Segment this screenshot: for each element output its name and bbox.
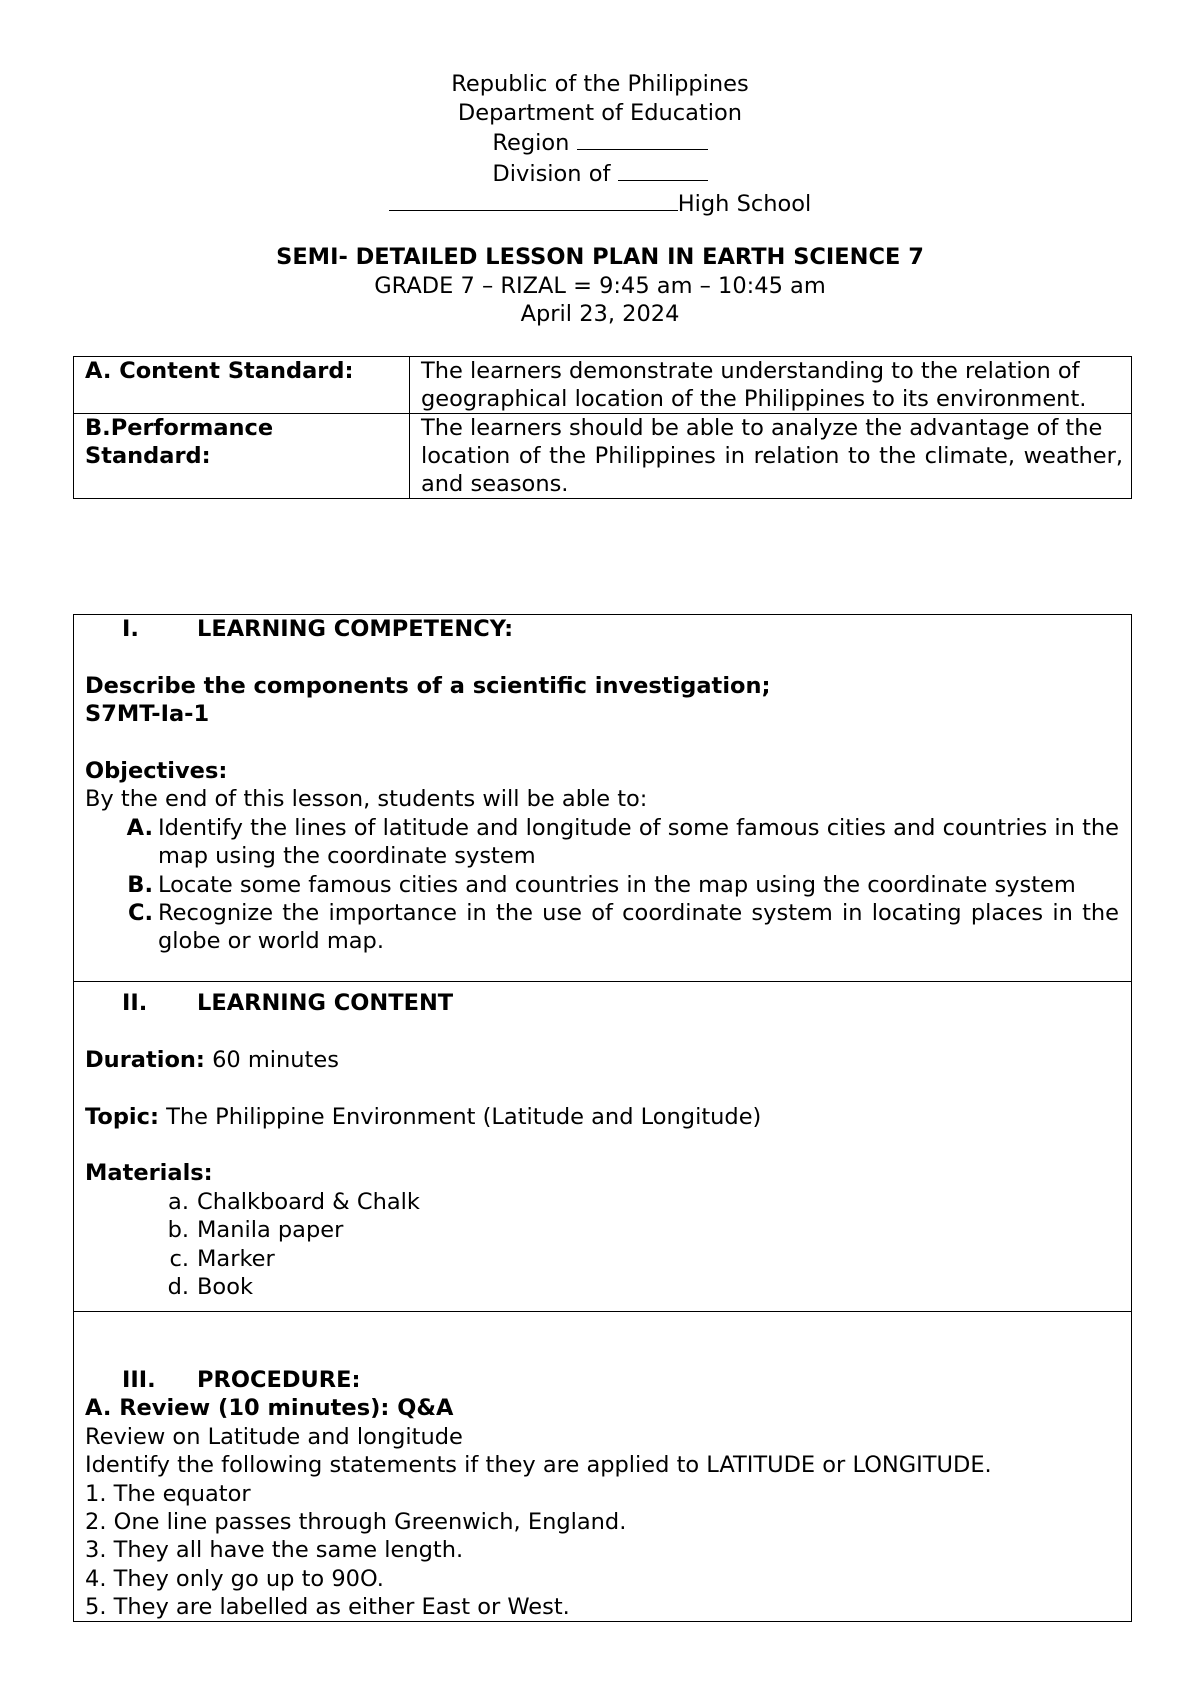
- school-suffix: High School: [677, 191, 812, 217]
- division-blank: [618, 158, 708, 181]
- content-standard-label: A. Content Standard:: [74, 357, 410, 414]
- region-label: Region: [492, 130, 570, 156]
- document-header: [0, 70, 1200, 219]
- material-text: Marker: [197, 1245, 275, 1272]
- competency-code: S7MT-Ia-1: [85, 701, 210, 728]
- material-item: [85, 1273, 1119, 1301]
- school-line: [0, 188, 1200, 219]
- country-line: Republic of the Philippines: [451, 71, 749, 97]
- material-letter: c.: [169, 1245, 189, 1272]
- objective-letter: A.: [126, 814, 153, 841]
- lesson-date: April 23, 2024: [520, 301, 680, 327]
- review-item: 4. They only go up to 90O.: [85, 1565, 384, 1592]
- objectives-intro: By the end of this lesson, students will be able to:: [85, 786, 648, 813]
- performance-label-line2: Standard:: [85, 443, 211, 469]
- topic-label: Topic:: [85, 1103, 159, 1130]
- class-schedule: GRADE 7 – RIZAL = 9:45 am – 10:45 am: [374, 272, 826, 299]
- lesson-title: SEMI- DETAILED LESSON PLAN IN EARTH SCIENCE 7: [276, 244, 924, 270]
- objective-item: [85, 814, 1119, 871]
- objective-letter: C.: [127, 900, 153, 927]
- material-text: Chalkboard & Chalk: [197, 1188, 420, 1215]
- objective-item: [85, 871, 1119, 899]
- content-standard-row: [74, 357, 1132, 414]
- topic-value: The Philippine Environment (Latitude and Longitude): [158, 1103, 762, 1130]
- materials-label: Materials:: [85, 1160, 213, 1187]
- content-standard-text: [410, 357, 1132, 414]
- section-title: PROCEDURE:: [197, 1367, 361, 1393]
- competency-description: Describe the components of a scientific investigation;: [85, 672, 771, 699]
- objective-letter: B.: [127, 871, 153, 898]
- region-line: [0, 127, 1200, 158]
- content-standard-line2: geographical location of the Philippines to its environment.: [421, 386, 1087, 412]
- material-item: [85, 1188, 1119, 1216]
- section-number: I.: [122, 616, 139, 642]
- objective-item: [85, 899, 1119, 956]
- section-number: II.: [122, 990, 148, 1016]
- review-line: Review on Latitude and longitude: [85, 1423, 463, 1450]
- lesson-title-block: [0, 243, 1200, 329]
- learning-competency-section: [73, 614, 1132, 982]
- review-item: 2. One line passes through Greenwich, England.: [85, 1509, 627, 1536]
- review-item: 3. They all have the same length.: [85, 1537, 464, 1564]
- objective-text: Recognize the importance in the use of coordinate system in locating places in the globe or world map.: [158, 900, 1119, 955]
- material-text: Book: [197, 1274, 253, 1301]
- standards-table: [73, 356, 1132, 499]
- learning-content-section: [73, 981, 1132, 1312]
- department-line: Department of Education: [457, 99, 743, 126]
- section-title: LEARNING COMPETENCY:: [197, 616, 514, 642]
- section-heading: [85, 1366, 1119, 1394]
- performance-standard-label: [74, 414, 410, 499]
- material-letter: d.: [167, 1274, 189, 1301]
- objective-text: Identify the lines of latitude and longitude of some famous cities and countries in the map using the coordinate system: [158, 814, 1119, 870]
- performance-standard-row: [74, 414, 1132, 499]
- school-blank: [389, 188, 678, 211]
- material-letter: a.: [168, 1188, 189, 1215]
- division-label: Division of: [492, 160, 611, 187]
- material-letter: b.: [167, 1217, 189, 1244]
- performance-standard-line2: location of the Philippines in relation to the climate, weather, and seasons.: [421, 443, 1123, 497]
- review-instruction: Identify the following statements if they are applied to LATITUDE or LONGITUDE.: [85, 1452, 992, 1479]
- performance-label-line1: B.Performance: [85, 415, 274, 441]
- procedure-section: [73, 1311, 1132, 1622]
- duration-value: 60 minutes: [204, 1046, 339, 1073]
- review-item: 1. The equator: [85, 1480, 251, 1507]
- content-standard-line1: The learners demonstrate understanding to the relation of: [421, 358, 1080, 384]
- section-heading: [85, 615, 1119, 643]
- material-item: [85, 1245, 1119, 1273]
- division-line: [0, 158, 1200, 189]
- section-number: III.: [122, 1367, 156, 1393]
- topic-line: [85, 1103, 1119, 1131]
- performance-standard-text: [410, 414, 1132, 499]
- objective-text: Locate some famous cities and countries in the map using the coordinate system: [158, 871, 1076, 898]
- review-item: 5. They are labelled as either East or West.: [85, 1594, 570, 1621]
- duration-line: [85, 1046, 1119, 1074]
- section-heading: [85, 989, 1119, 1017]
- review-heading: A. Review (10 minutes): Q&A: [85, 1395, 454, 1422]
- section-title: LEARNING CONTENT: [197, 990, 454, 1016]
- duration-label: Duration:: [85, 1046, 205, 1073]
- material-item: [85, 1216, 1119, 1244]
- material-text: Manila paper: [197, 1217, 344, 1244]
- region-blank: [577, 127, 708, 150]
- performance-standard-line1: The learners should be able to analyze the advantage of the: [421, 415, 1103, 441]
- objectives-label: Objectives:: [85, 758, 228, 784]
